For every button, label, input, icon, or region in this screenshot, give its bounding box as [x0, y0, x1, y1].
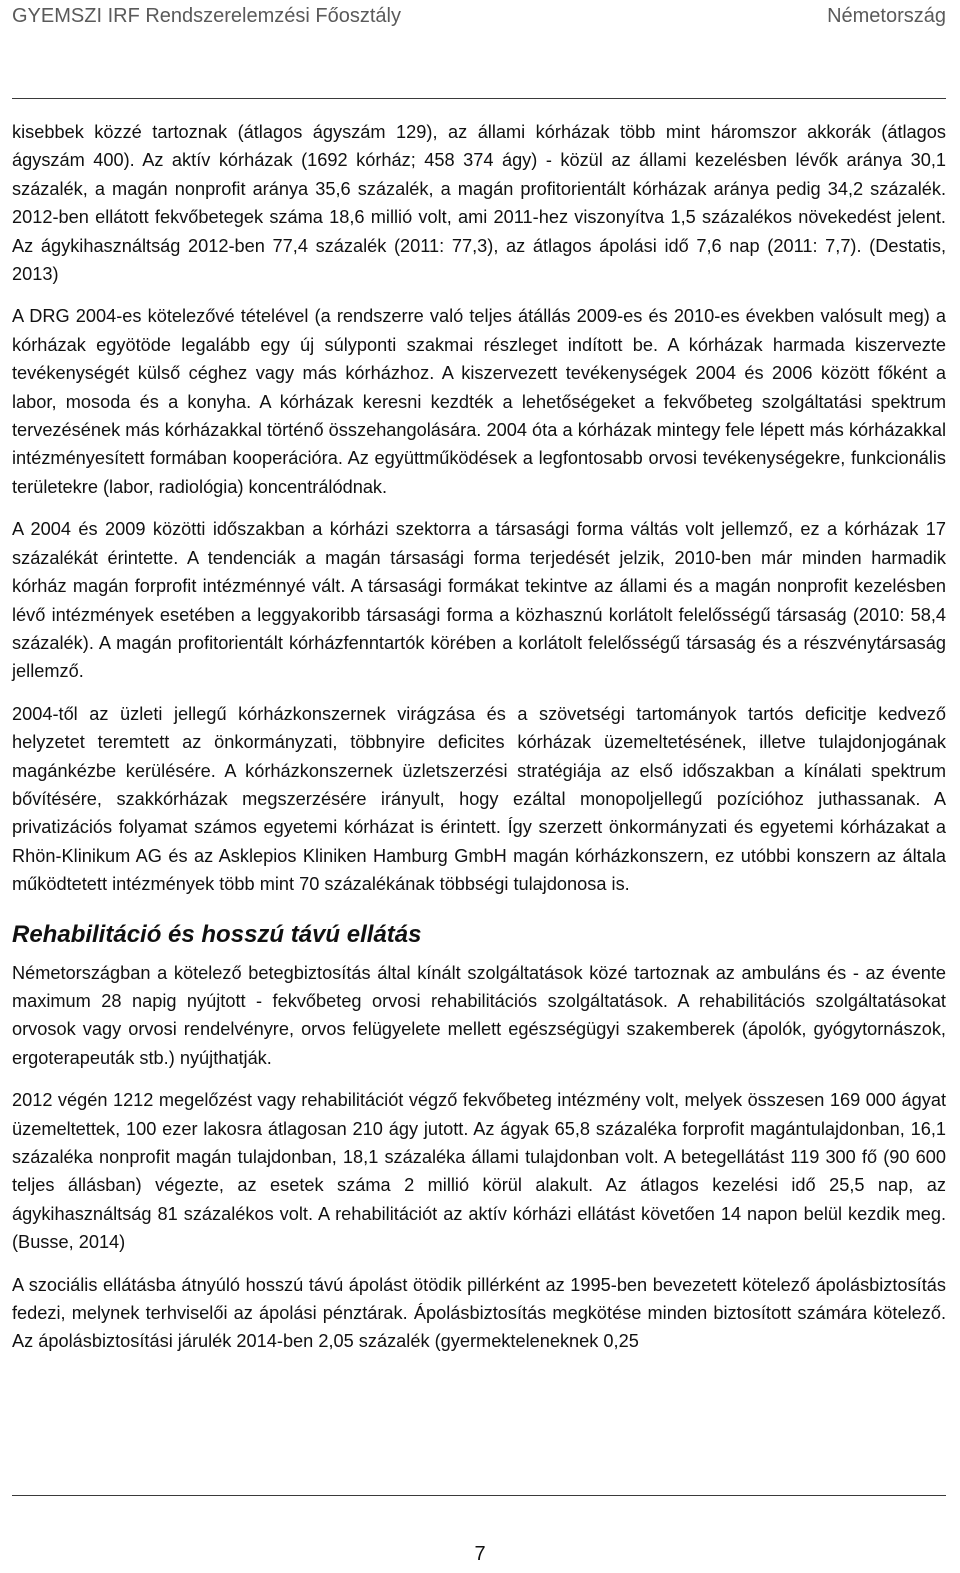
paragraph-drg: A DRG 2004-es kötelezővé tételével (a rendszerre való teljes átállás 2009-es és 2010-es években valósult meg) a kórházak egyötöde legalább egy új súlyponti szakmai részleget indított be. A kórházak harmada kiszervezte tevékenységét külső céghez vagy más kórházhoz. A kiszervezett tevékenységek 2004 és 2006 között főként a labor, mosoda és a konyha. A kórházak keresni kezdték a lehetőségeket a fekvőbeteg szolgáltatási spektrum tervezésének más kórházakkal történő összehangolására. 2004 óta a kórházak mintegy fele lépett más kórházakkal intézményesített formában kooperációra. Az együttműködések a legfontosabb orvosi tevékenységekre, funkcionális területekre (labor, radiológia) koncentrálódnak.	[12, 306, 946, 497]
paragraph-hospital-concerns: 2004-től az üzleti jellegű kórházkonszernek virágzása és a szövetségi tartományok tartós deficitje kedvező helyzetet teremtett az önkormányzati, többnyire deficites kórházak üzemeltetésének, illetve tulajdonjogának magánkézbe kerülésére. A kórházkonszernek üzletszerzési stratégiája az első időszakban a kínálati spektrum bővítésére, szakkórházak megszerzésére irányult, hogy ezáltal monopoljellegű pozícióhoz juthassanak. A privatizációs folyamat számos egyetemi kórházat is érintett. Így szerzett önkormányzati és egyetemi kórházakat a Rhön-Klinikum AG és az Asklepios Kliniken Hamburg GmbH magán kórházkonszern, ez utóbbi konszern az általa működtetett intézmények több mint 70 százalékának többségi tulajdonosa is.	[12, 703, 946, 895]
document-body	[12, 118, 946, 1370]
footer-divider	[12, 1495, 946, 1496]
page-number: 7	[474, 1543, 486, 1565]
paragraph-hospital-statistics: kisebbek közzé tartoznak (átlagos ágyszám 129), az állami kórházak több mint háromszor akkorák (átlagos ágyszám 400). Az aktív kórházak (1692 kórház; 458 374 ágy) - közül az állami kezelésben lévők aránya 30,1 százalék, a magán nonprofit aránya 35,6 százalék, a magán profitorientált kórházak aránya pedig 34,2 százalék. 2012-ben ellátott fekvőbetegek száma 18,6 millió volt, ami 2011-hez viszonyítva 1,5 százalékos növekedést jelent. Az ágykihasználtság 2012-ben 77,4 százalék (2011: 77,3), az átlagos ápolási idő 7,6 nap (2011: 7,7). (Destatis, 2013)	[12, 122, 946, 285]
page-header	[12, 0, 946, 32]
section-title: Rehabilitáció és hosszú távú ellátás	[12, 920, 422, 948]
header-country: Németország	[827, 4, 946, 27]
header-organization: GYEMSZI IRF Rendszerelemzési Főosztály	[12, 4, 401, 27]
header-divider	[12, 98, 946, 99]
paragraph-rehabilitation-services: Németországban a kötelező betegbiztosítás által kínált szolgáltatások közé tartoznak az ambuláns és - az évente maximum 28 napig nyújtott - fekvőbeteg orvosi rehabilitációs szolgáltatások. A rehabilitációs szolgáltatásokat orvosok vagy orvosi rendelvényre, orvos felügyelete mellett egészségügyi szakemberek (ápolók, gyógytornászok, ergoterapeuták stb.) nyújthatják.	[12, 962, 946, 1068]
paragraph-company-forms: A 2004 és 2009 közötti időszakban a kórházi szektorra a társasági forma váltás volt jellemző, ez a kórházak 17 százalékát érintette. A tendenciák a magán társasági forma terjedését jelzik, 2010-ben már minden harmadik kórház magán forprofit intézménnyé vált. A társasági formákat tekintve az állami és a magán nonprofit kezelésben lévő intézmények esetében a leggyakoribb társasági forma a közhasznú korlátolt felelősségű társaság (2010: 58,4 százalék). A magán profitorientált kórházfenntartók körében a korlátolt felelősségű társaság és a részvénytársaság jellemző.	[12, 519, 946, 682]
paragraph-rehabilitation-statistics: 2012 végén 1212 megelőzést vagy rehabilitációt végző fekvőbeteg intézmény volt, melyek összesen 169 000 ágyat üzemeltettek, 100 ezer lakosra átlagosan 210 ágy jutott. Az ágyak 65,8 százaléka forprofit magántulajdonban, 16,1 százaléka nonprofit magán tulajdonban, 18,1 százaléka állami tulajdonban volt. A betegellátást 119 300 fő (90 600 teljes állásban) végezte, az esetek száma 2 millió körül alakult. Az átlagos kezelési idő 25,5 nap, az ágykihasználtság 81 százalékos volt. A rehabilitációt az aktív kórházi ellátást követően 14 napon belül kezdik meg. (Busse, 2014)	[12, 1090, 946, 1253]
paragraph-long-term-care: A szociális ellátásba átnyúló hosszú távú ápolást ötödik pillérként az 1995-ben bevezetett kötelező ápolásbiztosítás fedezi, melynek terhviselői az ápolási pénztárak. Ápolásbiztosítás megkötése minden biztosított számára kötelező. Az ápolásbiztosítási járulék 2014-ben 2,05 százalék (gyermekteleneknek 0,25	[12, 1274, 946, 1352]
